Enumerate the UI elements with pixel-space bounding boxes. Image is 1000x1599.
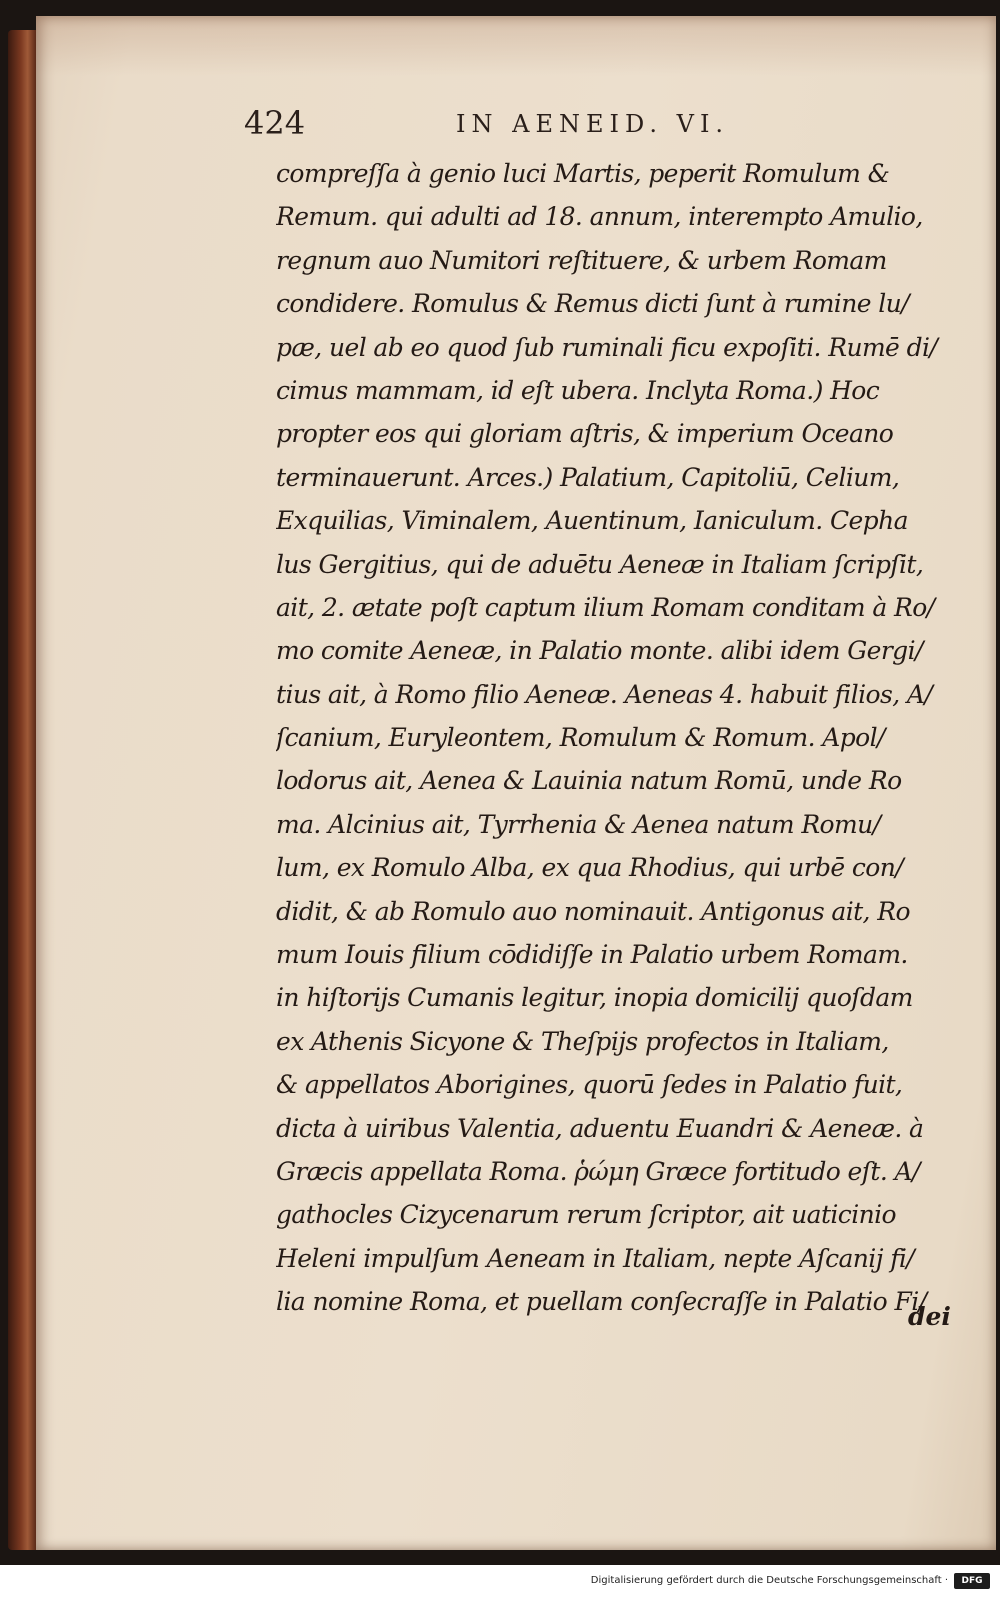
text-line: ait, 2. ætate poſt captum ilium Romam conditam à Ro/ (276, 592, 935, 622)
text-line: ſcanium, Euryleontem, Romulum & Romum. Apol/ (276, 723, 885, 753)
text-line: cimus mammam, id eſt ubera. Inclyta Roma.) Hoc (276, 375, 880, 405)
text-line: terminauerunt. Arces.) Palatium, Capitoliū, Celium, (276, 462, 900, 492)
text-line: in hiſtorijs Cumanis legitur, inopia domicilij quoſdam (276, 983, 913, 1013)
text-line: didit, & ab Romulo auo nominauit. Antigonus ait, Ro (276, 896, 910, 926)
text-line: gathocles Cizycenarum rerum ſcriptor, ait uaticinio (276, 1200, 896, 1230)
text-line: propter eos qui gloriam aſtris, & imperium Oceano (276, 419, 894, 449)
body-text (276, 152, 956, 1324)
text-line: dicta à uiribus Valentia, aduentu Euandri & Aeneæ. à (276, 1113, 924, 1143)
text-line: mum Iouis filium cōdidiſſe in Palatio urbem Romam. (276, 940, 908, 970)
book-binding-edge (8, 30, 36, 1550)
text-line: lus Gergitius, qui de aduētu Aeneæ in Italiam ſcripſit, (276, 549, 924, 579)
text-line: Remum. qui adulti ad 18. annum, interempto Amulio, (276, 202, 923, 232)
running-head-title: IN AENEID. VI. (456, 110, 730, 138)
footer-bar (0, 1565, 1000, 1599)
running-head (244, 104, 974, 144)
text-line: lum, ex Romulo Alba, ex qua Rhodius, qui urbē con/ (276, 853, 904, 883)
text-line: tius ait, à Romo filio Aeneæ. Aeneas 4. habuit filios, A/ (276, 679, 933, 709)
text-line: lia nomine Roma, et puellam conſecraſſe in Palatio Fi/ (276, 1287, 927, 1317)
text-line: Exquilias, Viminalem, Auentinum, Ianiculum. Cepha (276, 506, 908, 536)
text-line: lodorus ait, Aenea & Lauinia natum Romū, unde Ro (276, 766, 902, 796)
text-line: condidere. Romulus & Remus dicti ſunt à rumine lu/ (276, 289, 909, 319)
text-line: & appellatos Aborigines, quorū ſedes in Palatio fuit, (276, 1070, 903, 1100)
dfg-logo: DFG (954, 1573, 990, 1589)
text-line: Heleni impulſum Aeneam in Italiam, nepte Aſcanij fi/ (276, 1243, 915, 1273)
text-line: Græcis appellata Roma. ῥώμη Græce fortitudo eſt. A/ (276, 1156, 920, 1186)
footer-credit: Digitalisierung gefördert durch die Deutsche Forschungsgemeinschaft · (590, 1575, 948, 1586)
page-number: 424 (244, 104, 306, 142)
text-line: ma. Alcinius ait, Tyrrhenia & Aenea natum Romu/ (276, 809, 881, 839)
text-line: mo comite Aeneæ, in Palatio monte. alibi idem Gergi/ (276, 636, 923, 666)
text-line: ex Athenis Sicyone & Theſpijs profectos in Italiam, (276, 1026, 889, 1056)
catchword: dei (908, 1302, 951, 1331)
text-line: pæ, uel ab eo quod ſub ruminali ficu expoſiti. Rumē di/ (276, 332, 938, 362)
text-line: regnum auo Numitori reſtituere, & urbem Romam (276, 245, 887, 275)
text-line: compreſſa à genio luci Martis, peperit Romulum & (276, 159, 890, 188)
